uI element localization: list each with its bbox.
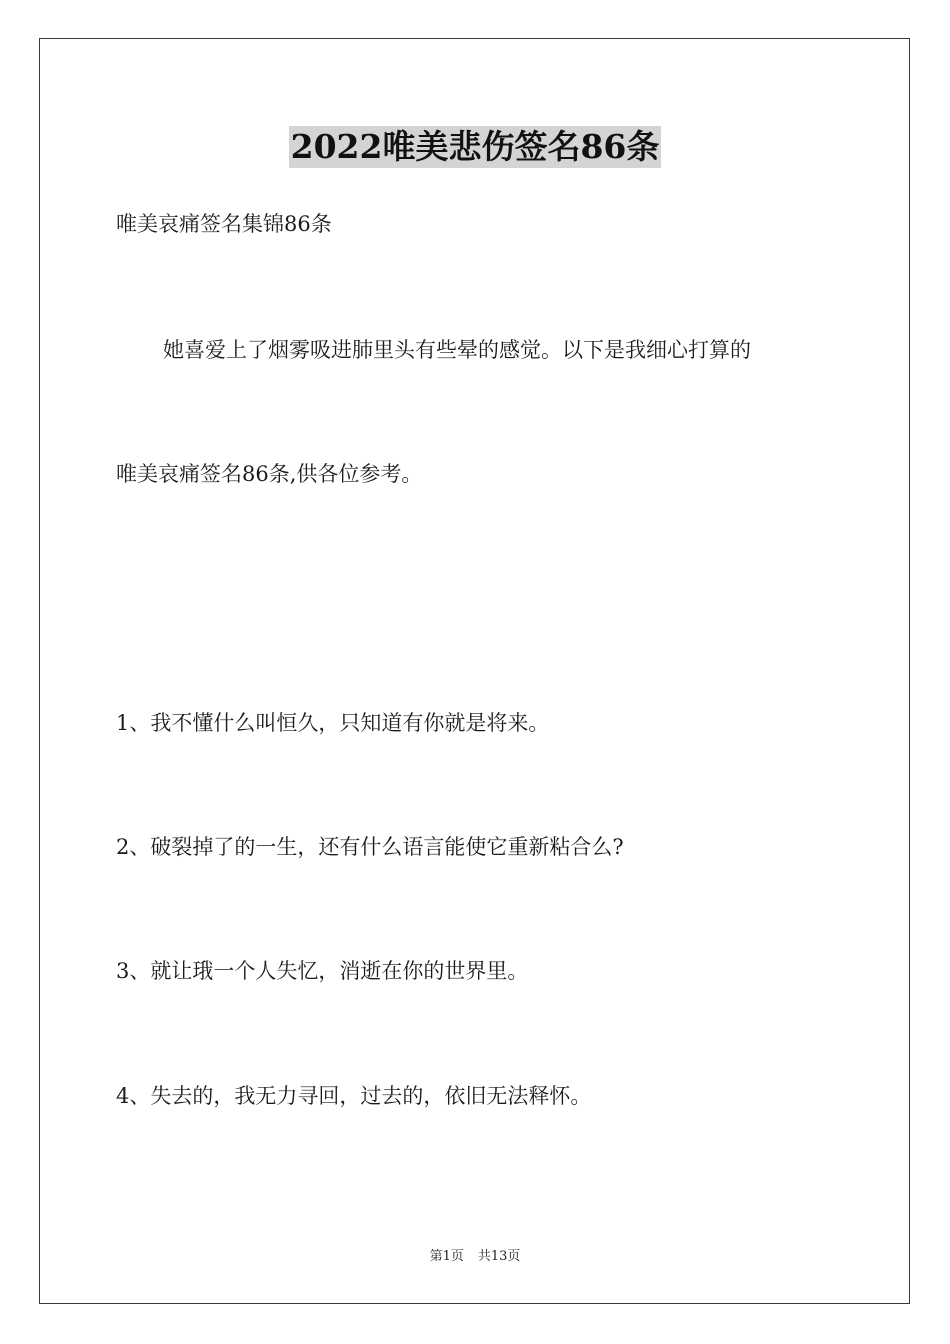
page-footer: [0, 1248, 950, 1266]
page-number: 第1页: [429, 1249, 464, 1264]
list-item: 4、失去的，我无力寻回，过去的，依旧无法释怀。: [116, 1084, 592, 1108]
document-subtitle: 唯美哀痛签名集锦86条: [116, 212, 332, 236]
title-container: [0, 126, 950, 168]
document-title: 2022唯美悲伤签名86条: [290, 127, 660, 166]
list-item: 1、我不懂什么叫恒久，只知道有你就是将来。: [116, 711, 550, 735]
page-total: 共13页: [477, 1249, 521, 1264]
list-item: 3、就让珴一个人失忆，消逝在你的世界里。: [116, 959, 529, 983]
intro-paragraph-line-2: 唯美哀痛签名86条,供各位参考。: [116, 462, 423, 486]
intro-paragraph-line-1: 她喜爱上了烟雾吸进肺里头有些晕的感觉。以下是我细心打算的: [163, 338, 751, 362]
list-item: 2、破裂掉了的一生，还有什么语言能使它重新粘合么?: [116, 835, 624, 859]
